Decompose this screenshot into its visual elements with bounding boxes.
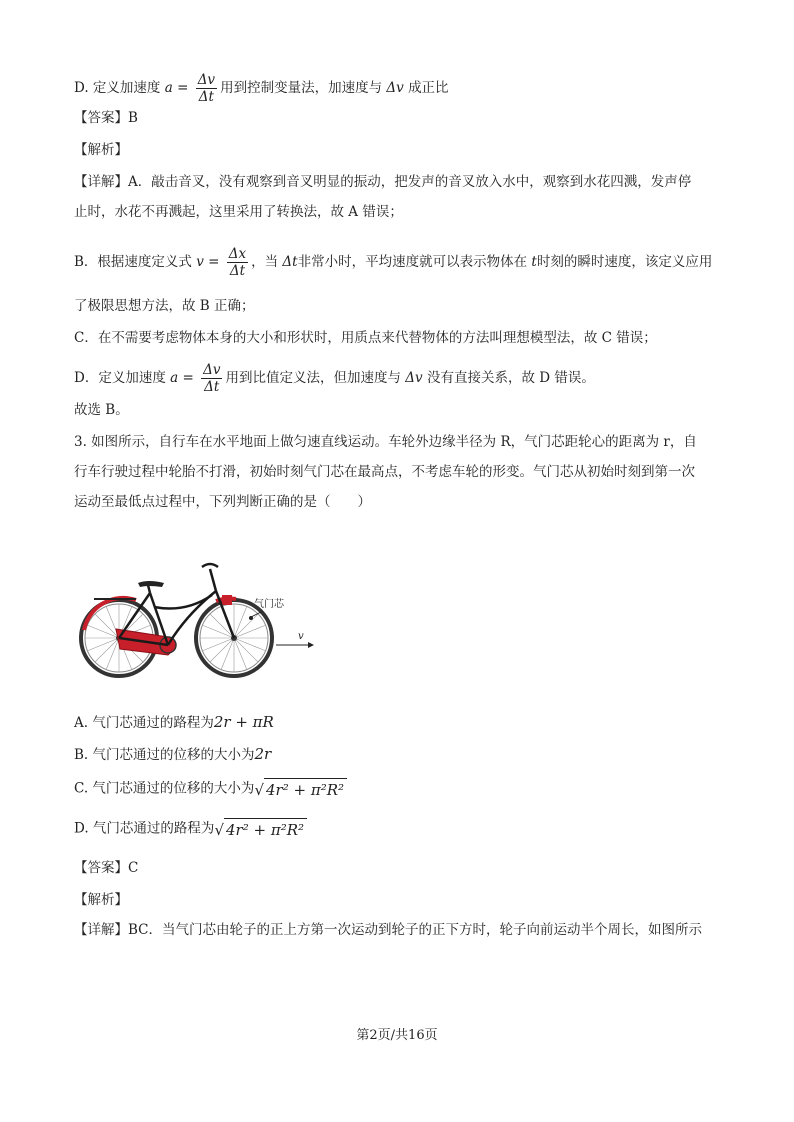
detail-2-line1: 【详解】A．敲击音叉，没有观察到音叉明显的振动，把发声的音叉放入水中，观察到水花四溅，发声停 <box>74 174 692 190</box>
velocity-arrow <box>276 642 314 648</box>
fraction-dv-dt: $\frac{\Delta v}{\Delta t}$ <box>197 72 216 105</box>
fraction-dv-dt-2: $\frac{\Delta v}{\Delta t}$ <box>203 362 221 395</box>
sqrt-expression-2: √ 4r² + π²R² <box>214 818 307 840</box>
q3-option-b: B. 气门芯通过的位移的大小为2r <box>74 745 272 763</box>
q2-option-d: D. 定义加速度 a = $\frac{\Delta v}{\Delta t}$ 用到控制变量法，加速度与 Δv 成正比 <box>74 72 449 105</box>
valve-label: 气门芯 <box>254 599 284 610</box>
q3-line3: 运动至最低点过程中，下列判断正确的是（ ） <box>74 494 371 510</box>
q3-line2: 行车行驶过程中轮胎不打滑，初始时刻气门芯在最高点，不考虑车轮的形变。气门芯从初始时刻到第一次 <box>74 464 695 480</box>
detail-2-b-cont: 了极限思想方法，故 B 正确； <box>74 298 255 314</box>
fraction-dx-dt: $\frac{\Delta x}{\Delta t}$ <box>228 246 247 279</box>
detail-2-line2: 止时，水花不再溅起，这里采用了转换法，故 A 错误； <box>74 204 403 220</box>
velocity-label: v <box>298 631 304 642</box>
sqrt-expression: √ 4r² + π²R² <box>254 778 347 800</box>
answer-2: 【答案】B <box>74 110 138 126</box>
detail-2-b: B．根据速度定义式 v = $\frac{\Delta x}{\Delta t}$ ，当 Δt非常小时，平均速度就可以表示物体在 t时刻的瞬时速度，该定义应用 <box>74 246 713 279</box>
page-footer: 第2页/共16页 <box>356 1028 438 1043</box>
q3-option-c: C. 气门芯通过的位移的大小为√ 4r² + π²R² <box>74 778 347 800</box>
detail-2-c: C．在不需要考虑物体本身的大小和形状时，用质点来代替物体的方法叫理想模型法，故 C 错误； <box>74 330 657 346</box>
detail-2-d: D．定义加速度 a = $\frac{\Delta v}{\Delta t}$ 用到比值定义法，但加速度与 Δv 没有直接关系，故 D 错误。 <box>74 362 595 395</box>
q3-line1: 3. 如图所示，自行车在水平地面上做匀速直线运动。车轮外边缘半径为 R，气门芯距轮心的距离为 r，自 <box>74 434 697 450</box>
answer-3: 【答案】C <box>74 860 139 876</box>
q3-option-d: D. 气门芯通过的路程为√ 4r² + π²R² <box>74 818 307 840</box>
detail-3: 【详解】BC．当气门芯由轮子的正上方第一次运动到轮子的正下方时，轮子向前运动半个周长，如图所示 <box>74 922 702 938</box>
bicycle-figure <box>76 555 336 685</box>
q3-option-a: A. 气门芯通过的路程为2r + πR <box>74 713 274 731</box>
choose-2: 故选 B。 <box>74 402 129 418</box>
analysis-3: 【解析】 <box>74 892 128 908</box>
analysis-2: 【解析】 <box>74 142 128 158</box>
bicycle-seat <box>138 581 164 587</box>
